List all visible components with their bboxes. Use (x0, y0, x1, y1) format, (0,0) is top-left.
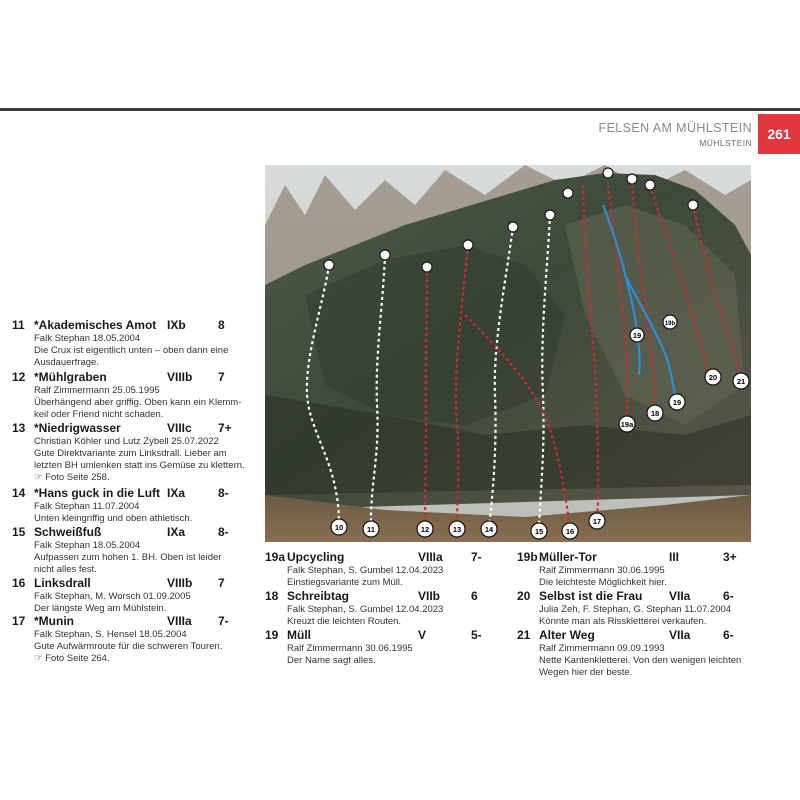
route-author: Falk Stephan, S. Gumbel 12.04.2023 (287, 565, 444, 576)
route-entry-13 (12, 421, 252, 483)
route-grade-alt: 7 (218, 370, 225, 384)
page-number: 261 (758, 114, 800, 154)
route-entry-20 (517, 589, 749, 625)
route-grade-alt: 7 (218, 576, 225, 590)
route-description: Der Name sagt alles. (287, 655, 376, 666)
route-author: Falk Stephan 18.05.2004 (34, 540, 141, 551)
route-number: 13 (12, 421, 26, 435)
route-name: Linksdrall (34, 576, 91, 590)
route-grade-alt: 7- (218, 614, 229, 628)
route-name: *Hans guck in die Luft (34, 486, 161, 500)
route-number: 20 (517, 589, 531, 603)
route-name: *Akademisches Amot (34, 318, 157, 332)
route-grade: VIIIb (167, 576, 193, 590)
topo-label-19a: 19a (620, 420, 634, 429)
route-number: 19a (265, 550, 286, 564)
route-grade-alt: 6- (723, 589, 734, 603)
route-grade: IXa (167, 486, 186, 500)
route-author: Christian Köhler und Lutz Zybell 25.07.2022 (34, 436, 219, 447)
route-name: *Mühlgraben (34, 370, 107, 384)
route-name: Selbst ist die Frau (539, 589, 643, 603)
route-description: Die Crux ist eigentlich unten – oben dann eine Ausdauerfrage. (34, 345, 229, 369)
route-grade-alt: 6- (723, 628, 734, 642)
topo-label-11: 11 (367, 525, 375, 534)
route-number: 15 (12, 525, 26, 539)
route-author: Falk Stephan, M. Worsch 01.09.2005 (34, 591, 191, 602)
route-entry-17 (12, 614, 247, 665)
route-name: Müller-Tor (539, 550, 597, 564)
route-name: *Munin (34, 614, 74, 628)
route-entry-18 (265, 589, 490, 625)
route-author: Ralf Zimmermann 30.06.1995 (287, 643, 413, 654)
route-grade: IXa (167, 525, 186, 539)
route-entry-14 (12, 486, 247, 522)
topo-photo (265, 165, 751, 542)
topo-illustration (265, 165, 751, 542)
topo-label-10: 10 (334, 523, 344, 532)
route-description: Die leichteste Möglichkeit hier. (539, 577, 667, 588)
route-grade-alt: 8- (218, 486, 229, 500)
route-entry-19 (265, 628, 490, 664)
route-author: Falk Stephan, S. Hensel 18.05.2004 (34, 629, 187, 640)
route-description: Könnte man als Risskletterei verkaufen. (539, 616, 707, 627)
route-number: 16 (12, 576, 26, 590)
route-number: 19b (517, 550, 538, 564)
route-author: Julia Zeh, F. Stephan, G. Stephan 11.07.2004 (539, 604, 732, 615)
route-author: Ralf Zimmermann 25.05.1995 (34, 385, 160, 396)
route-author: Falk Stephan 11.07.2004 (34, 501, 140, 512)
topo-label-21: 21 (736, 377, 746, 386)
route-number: 18 (265, 589, 279, 603)
route-grade: VIIIa (167, 614, 192, 628)
route-grade: VIIa (669, 628, 691, 642)
route-grade-alt: 5- (471, 628, 482, 642)
route-name: Alter Weg (539, 628, 595, 642)
route-grade-alt: 3+ (723, 550, 737, 564)
route-description: Unten kleingriffig und oben athletisch. (34, 513, 193, 524)
route-grade: VIIa (669, 589, 691, 603)
route-grade-alt: 7- (471, 550, 482, 564)
route-name: Schweißfuß (34, 525, 102, 539)
route-name: *Niedrigwasser (34, 421, 121, 435)
route-author: Ralf Zimmermann 30.06.1995 (539, 565, 665, 576)
section-title: FELSEN AM MÜHLSTEIN (598, 121, 752, 135)
route-grade: III (669, 550, 680, 564)
topo-label-20: 20 (708, 373, 718, 382)
route-grade: VIIIb (167, 370, 193, 384)
route-number: 12 (12, 370, 26, 384)
route-description: Gute Direktvariante zum Linksdrall. Lieber am letzten BH umlenken statt ins Gemüse zu klettern. ☞ Foto Seite 258. (34, 448, 245, 484)
topo-label-17: 17 (592, 517, 602, 526)
route-description: Einstiegsvariante zum Müll. (287, 577, 403, 588)
route-entry-19b (517, 550, 749, 586)
topo-label-12: 12 (420, 525, 430, 534)
route-grade: V (418, 628, 427, 642)
route-grade-alt: 8 (218, 318, 225, 332)
route-entry-16 (12, 576, 247, 612)
route-description: Überhängend aber griffig. Oben kann ein Klemm- keil oder Friend nicht schaden. (34, 397, 242, 421)
route-grade: IXb (167, 318, 186, 332)
route-grade: VIIb (418, 589, 441, 603)
route-grade-alt: 8- (218, 525, 229, 539)
route-number: 21 (517, 628, 531, 642)
subsection-title: MÜHLSTEIN (699, 138, 752, 148)
route-number: 17 (12, 614, 26, 628)
route-grade-alt: 6 (471, 589, 478, 603)
topo-label-16: 16 (565, 527, 575, 536)
route-grade: VIIIa (418, 550, 443, 564)
route-grade-alt: 7+ (218, 421, 232, 435)
topo-label-15: 15 (534, 527, 544, 536)
route-entry-21 (517, 628, 749, 679)
route-name: Schreibtag (287, 589, 350, 603)
topo-label-19-upper: 19 (632, 331, 642, 340)
route-name: Upcycling (287, 550, 345, 564)
route-description: Der längste Weg am Mühlstein. (34, 603, 167, 614)
route-description: Gute Aufwärmroute für die schweren Touren. ☞ Foto Seite 264. (34, 641, 223, 665)
route-entry-19a (265, 550, 490, 586)
route-author: Ralf Zimmermann 09.09.1993 (539, 643, 665, 654)
route-author: Falk Stephan, S. Gumbel 12.04.2023 (287, 604, 444, 615)
route-number: 19 (265, 628, 279, 642)
route-number: 14 (12, 486, 26, 500)
route-author: Falk Stephan 18.05.2004 (34, 333, 141, 344)
route-name: Müll (287, 628, 311, 642)
topo-label-13: 13 (452, 525, 462, 534)
route-entry-11 (12, 318, 247, 369)
topo-label-19b: 19b (664, 321, 676, 327)
route-grade: VIIIc (167, 421, 192, 435)
route-entry-12 (12, 370, 247, 421)
topo-label-19: 19 (672, 398, 682, 407)
route-entry-15 (12, 525, 247, 576)
route-description: Aufpassen zum hohen 1. BH. Oben ist leider nicht alles fest. (34, 552, 222, 576)
route-number: 11 (12, 318, 25, 332)
route-description: Nette Kantenkletterei. Von den wenigen leichten Wegen hier der beste. (539, 655, 742, 679)
topo-label-18: 18 (650, 409, 660, 418)
topo-label-14: 14 (484, 525, 494, 534)
route-description: Kreuzt die leichten Routen. (287, 616, 402, 627)
header-rule (0, 108, 800, 111)
